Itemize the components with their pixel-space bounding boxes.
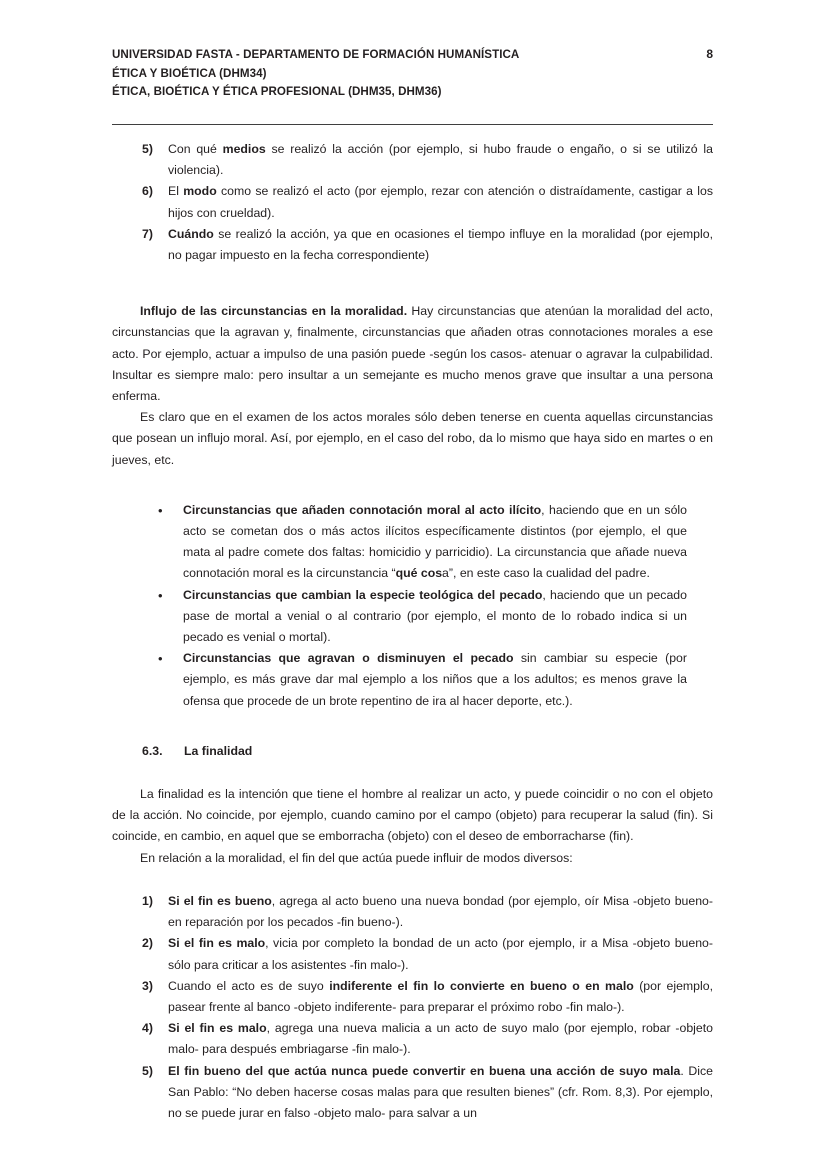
list-text-rest: . Dice San Pablo: “No deben hacerse cosas malas para que resulten bienes” (cfr. Rom. 8,3). Por ejemplo, no se puede jurar en falso -objeto malo- para salvar a un <box>168 1063 713 1120</box>
header-line-university: UNIVERSIDAD FASTA - DEPARTAMENTO DE FORMACIÓN HUMANÍSTICA <box>112 48 520 61</box>
list-marker: 7) <box>142 226 153 241</box>
bullet-text-bold: Circunstancias que agravan o disminuyen el pecado <box>183 651 514 666</box>
page-number: 8 <box>706 47 713 61</box>
bullet-text-a: sin cambiar su especie (por ejemplo, es más grave dar mal ejemplo a los niños que a los adultos; es menos grave la ofensa que procede de un brote repentino de ira al hacer deporte, etc.). <box>183 651 687 708</box>
spacer <box>112 266 713 288</box>
header-line-course-2: ÉTICA, BIOÉTICA Y ÉTICA PROFESIONAL (DHM35, DHM36) <box>112 85 442 98</box>
list-marker: 5) <box>142 142 153 156</box>
spacer <box>112 762 713 784</box>
list-marker: 4) <box>142 1021 153 1036</box>
section-heading <box>112 741 713 762</box>
circumstances-numbered-list <box>112 139 713 266</box>
paragraph-finalidad-2 <box>112 848 713 869</box>
list-item <box>112 648 713 712</box>
spacer <box>112 869 713 891</box>
paragraph-text: En relación a la moralidad, el fin del que actúa puede influir de modos diversos: <box>140 850 573 865</box>
list-text-pre: Con qué <box>168 142 223 156</box>
bullet-icon: • <box>158 651 163 667</box>
list-text-rest: como se realizó el acto (por ejemplo, rezar con atención o distraídamente, castigar a los hijos con crueldad). <box>168 184 713 220</box>
list-item <box>112 181 713 223</box>
list-marker: 1) <box>142 893 153 908</box>
spacer <box>112 493 713 500</box>
header-line-course-1: ÉTICA Y BIOÉTICA (DHM34) <box>112 66 267 80</box>
bullet-icon: • <box>158 502 163 518</box>
list-text-bold: El fin bueno del que actúa nunca puede convertir en buena una acción de suyo mala <box>168 1063 681 1078</box>
list-text-rest: se realizó la acción (por ejemplo, si hubo fraude o engaño, o si se utilizó la violencia). <box>168 142 713 178</box>
list-item <box>112 891 713 933</box>
list-text-bold: Si el fin es malo <box>168 1021 267 1036</box>
list-text-bold: Si el fin es malo <box>168 936 266 951</box>
list-text-pre: El <box>168 184 184 199</box>
spacer <box>112 471 713 493</box>
paragraph-text: La finalidad es la intención que tiene el hombre al realizar un acto, y puede coincidir o no con el objeto de la acción. No coincide, por ejemplo, cuando camino por el campo (objeto) para recuperar la salud (fin). Si coincide, en cambio, en aquel que se emborracha (objeto) con el deseo de emborracharse (fin). <box>112 787 713 844</box>
paragraph-text: Es claro que en el examen de los actos morales sólo deben tenerse en cuenta aquellas circunstancias que posean un influjo moral. Así, por ejemplo, en el caso del robo, da lo mismo que haya sido en martes o en jueves, etc. <box>112 410 713 467</box>
header-row-primary <box>112 46 713 65</box>
list-text-bold: medios <box>222 142 266 156</box>
list-text-bold: indiferente el fin lo convierte en bueno o en malo <box>329 978 634 993</box>
spacer <box>112 734 713 741</box>
list-text-bold: Cuándo <box>168 226 214 241</box>
header-divider <box>112 124 713 125</box>
list-marker: 2) <box>142 936 153 951</box>
document-body <box>112 139 713 1124</box>
list-text-bold: Si el fin es bueno <box>168 893 272 908</box>
paragraph-text: Hay circunstancias que atenúan la moralidad del acto, circunstancias que la agravan y, finalmente, circunstancias que añaden otras connotaciones morales a ese acto. Por ejemplo, actuar a impulso de una pasión puede -según los casos- atenuar o agravar la culpabilidad. Insultar es siempre malo: pero insultar a un semejante es mucho menos grave que insultar a una persona enferma. <box>112 304 713 404</box>
list-marker: 6) <box>142 184 153 199</box>
bullet-text-bold: Circunstancias que añaden connotación moral al acto ilícito <box>183 502 542 517</box>
list-text-rest: (por ejemplo, pasear frente al banco -objeto indiferente- para preparar el próximo robo -fin malo-). <box>168 978 713 1014</box>
list-text-rest: , agrega al acto bueno una nueva bondad (por ejemplo, oír Misa -objeto bueno- en reparación por los pecados -fin bueno-). <box>168 893 713 930</box>
list-text-pre: Cuando el acto es de suyo <box>168 978 330 993</box>
list-item <box>112 139 713 181</box>
bullet-text-a: , haciendo que un pecado pase de mortal a venial o al contrario (por ejemplo, el monto de lo robado indica si un pecado es venial o mortal). <box>183 587 687 645</box>
spacer <box>112 712 713 734</box>
list-item <box>112 585 713 649</box>
finalidad-numbered-list <box>112 891 713 1124</box>
bullet-text-quoted-bold: qué cos <box>395 566 443 581</box>
section-title: La finalidad <box>184 743 253 758</box>
list-marker: 5) <box>142 1063 153 1078</box>
list-item <box>112 1061 713 1125</box>
list-item <box>112 224 713 266</box>
paragraph-examen-actos <box>112 407 713 471</box>
list-text-rest: , agrega una nueva malicia a un acto de suyo malo (por ejemplo, robar -objeto malo- para después embriagarse -fin malo-). <box>168 1021 713 1057</box>
list-text-rest: se realizó la acción, ya que en ocasiones el tiempo influye en la moralidad (por ejemplo, no pagar impuesto en la fecha correspondiente) <box>168 226 713 263</box>
page-header <box>112 46 713 102</box>
list-item <box>112 500 713 585</box>
list-marker: 3) <box>142 978 153 993</box>
section-number: 6.3. <box>142 743 163 758</box>
bullet-text-b: a”, en este caso la cualidad del padre. <box>442 566 650 581</box>
list-item <box>112 1018 713 1060</box>
list-item <box>112 976 713 1018</box>
bullet-text-bold: Circunstancias que cambian la especie teológica del pecado <box>183 587 543 602</box>
list-item <box>112 933 713 975</box>
list-text-rest: , vicia por completo la bondad de un acto (por ejemplo, ir a Misa -objeto bueno- sólo para criticar a los asistentes -fin malo-). <box>168 936 713 972</box>
paragraph-bold-lead: Influjo de las circunstancias en la moralidad. <box>140 304 408 319</box>
spacer <box>112 288 713 301</box>
bullet-text-a: , haciendo que en un sólo acto se cometan dos o más actos ilícitos específicamente distintos (por ejemplo, el que mata al padre comete dos faltas: homicidio y parricidio). La circunstancia que añade nueva connotación moral es la circunstancia “ <box>183 502 687 581</box>
paragraph-influjo <box>112 301 713 407</box>
list-text-bold: modo <box>183 184 217 199</box>
paragraph-finalidad-1 <box>112 784 713 848</box>
circumstances-bullet-list <box>112 500 713 712</box>
bullet-icon: • <box>158 587 163 603</box>
